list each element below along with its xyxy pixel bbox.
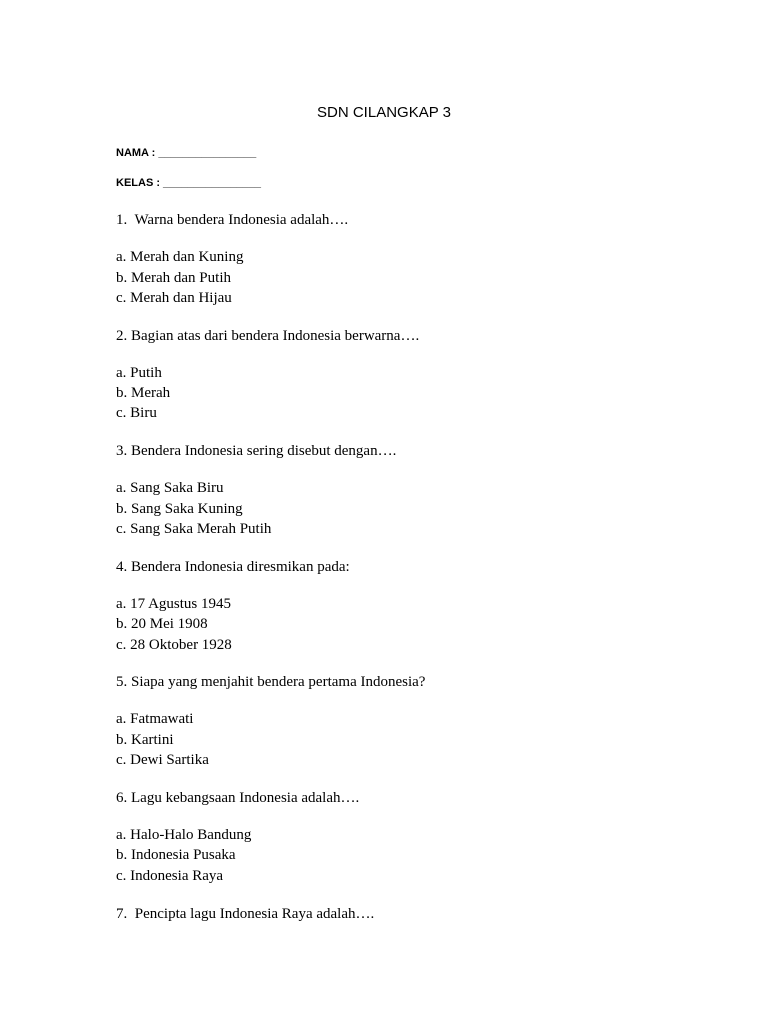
question-1-option-a: a. Merah dan Kuning (116, 249, 244, 265)
question-5: 5. Siapa yang menjahit bendera pertama Indonesia? (116, 674, 426, 690)
question-6: 6. Lagu kebangsaan Indonesia adalah…. (116, 790, 360, 806)
question-3-option-c: c. Sang Saka Merah Putih (116, 521, 272, 537)
question-2: 2. Bagian atas dari bendera Indonesia berwarna…. (116, 328, 420, 344)
question-5-option-a: a. Fatmawati (116, 711, 194, 727)
question-4-option-a: a. 17 Agustus 1945 (116, 596, 232, 612)
question-5-option-b: b. Kartini (116, 732, 174, 748)
question-1: 1. Warna bendera Indonesia adalah…. (116, 212, 349, 228)
question-2-option-a: a. Putih (116, 365, 162, 381)
question-6-option-a: a. Halo-Halo Bandung (116, 827, 252, 843)
question-1-option-c: c. Merah dan Hijau (116, 290, 232, 306)
question-7: 7. Pencipta lagu Indonesia Raya adalah…. (116, 906, 375, 922)
question-2-option-b: b. Merah (116, 385, 171, 401)
question-3: 3. Bendera Indonesia sering disebut dengan…. (116, 443, 397, 459)
class-field: KELAS : ________________ (116, 177, 261, 189)
question-4-option-c: c. 28 Oktober 1928 (116, 637, 232, 653)
question-3-option-a: a. Sang Saka Biru (116, 480, 224, 496)
question-6-option-b: b. Indonesia Pusaka (116, 847, 236, 863)
question-4-option-b: b. 20 Mei 1908 (116, 616, 208, 632)
question-2-option-c: c. Biru (116, 405, 157, 421)
question-1-option-b: b. Merah dan Putih (116, 270, 231, 286)
question-3-option-b: b. Sang Saka Kuning (116, 501, 243, 517)
question-5-option-c: c. Dewi Sartika (116, 752, 209, 768)
question-6-option-c: c. Indonesia Raya (116, 868, 224, 884)
question-4: 4. Bendera Indonesia diresmikan pada: (116, 559, 350, 575)
name-field: NAMA : ________________ (116, 147, 257, 159)
school-title: SDN CILANGKAP 3 (317, 104, 451, 121)
